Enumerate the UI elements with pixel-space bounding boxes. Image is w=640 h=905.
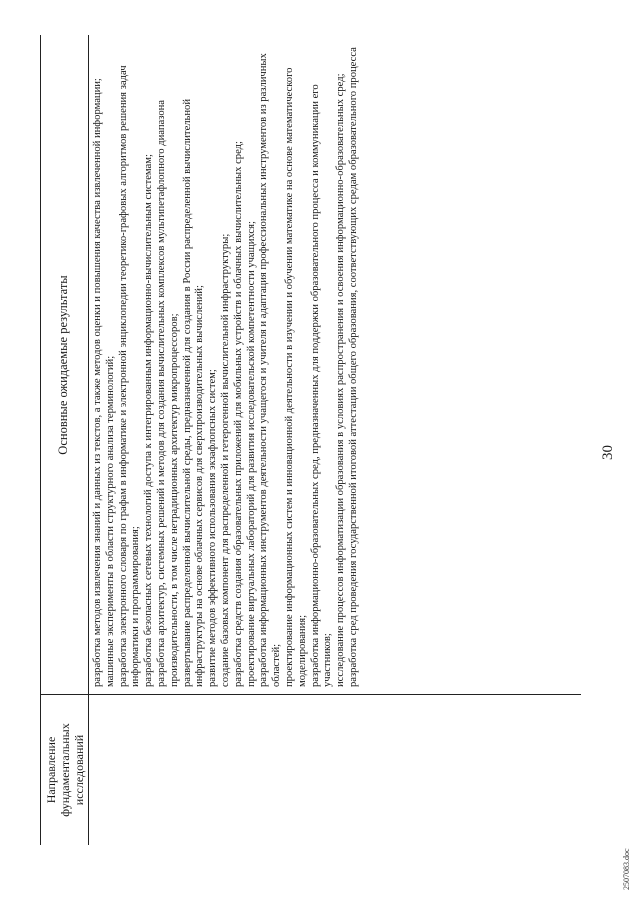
result-item: разработка сред проведения государственной итоговой аттестации общего образования, соответствующих средам образовательного процесса	[347, 47, 359, 687]
result-item: развертывание распределенной вычислительной среды, предназначенной для создания в России распределенной вычислительной инфраструктуры на основе облачных сервисов для сверхпроизводительных вычислений;	[181, 98, 206, 687]
result-item: создание базовых компонент для распределенной и гетерогенной вычислительной инфраструктуры;	[219, 233, 231, 687]
page-number: 30	[600, 445, 616, 460]
header-research-direction	[44, 695, 86, 845]
header-left-line: фундаментальных	[58, 723, 72, 817]
results-list	[92, 35, 361, 687]
results-table	[40, 35, 581, 845]
result-item: исследование процессов информатизации образования в условиях распространения и освоения информационно-образовательных сред;	[335, 73, 347, 687]
result-item: разработка методов извлечения знаний и данных из текстов, а также методов оценки и повышения качества извлеченной информации;	[92, 78, 103, 687]
header-left-line: исследований	[72, 734, 86, 806]
result-item: разработка безопасных сетевых технологий доступа к интегрированным информационно-вычислительным системам;	[143, 154, 155, 687]
table-top-rule	[40, 35, 41, 845]
result-item: проектирование информационных систем и инновационной деятельности в изучении и обучении математике на основе математического моделирования;	[283, 67, 308, 687]
result-item: разработка информационно-образовательных сред, предназначенных для поддержки образовательного процесса и коммуникации его участников;	[309, 84, 334, 687]
result-item: разработка электронного словаря по графам в информатике и электронной энциклопедии теоретико-графовых алгоритмов решения задач информатики и программирования;	[117, 65, 142, 687]
result-item: разработка информационных инструментов деятельности учащегося и учителя и адаптация профессиональных инструментов из различных областей;	[258, 53, 283, 687]
header-expected-results: Основные ожидаемые результаты	[56, 275, 70, 455]
table-header-rule	[88, 35, 89, 845]
result-item: развитие методов эффективного использования экзафлопсных систем;	[207, 369, 219, 687]
result-item: разработка архитектур, системных решений и методов для создания вычислительных комплексов мультипетафлопного диапазона производительности, в том числе нетрадиционных архитектур микропроцессоров;	[155, 100, 180, 687]
result-item: машинные эксперименты в области структурного анализа терминологий;	[104, 355, 116, 687]
result-item: разработка средств создания образовательных приложений для мобильных устройств и облачных вычислительных сред;	[232, 141, 244, 687]
table-column-divider	[40, 694, 581, 695]
header-left-line: Направление	[44, 736, 58, 804]
result-item: проектирование виртуальных лабораторий для развития исследовательской компетентности учащихся;	[245, 221, 257, 687]
document-code: 2507083.doc	[622, 848, 631, 890]
